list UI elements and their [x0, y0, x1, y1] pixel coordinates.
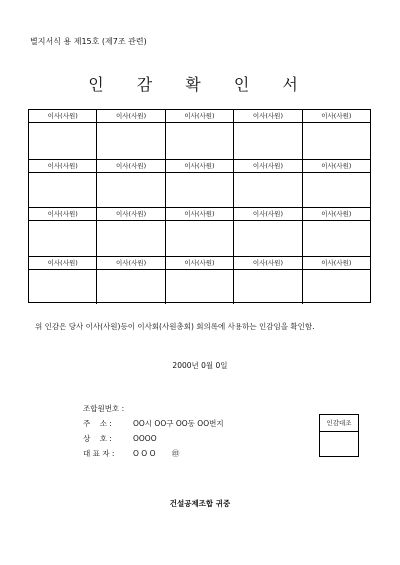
document-title: 인 감 확 인 서 [88, 75, 312, 94]
seal-cell-label: 이사(사원) [97, 257, 164, 270]
seal-area [234, 221, 301, 256]
seal-comparison-label: 인감대조 [320, 415, 358, 432]
seal-cell [165, 257, 233, 305]
seal-cell [302, 160, 370, 208]
seal-area [97, 221, 164, 256]
address-value: OO시 OO구 OO동 OO번지 [133, 419, 224, 428]
seal-cell [302, 257, 370, 305]
seal-area [97, 270, 164, 305]
seal-cell-label: 이사(사원) [29, 208, 96, 221]
seal-cell [96, 160, 164, 208]
applicant-info [83, 401, 224, 461]
seal-cell [96, 208, 164, 256]
seal-cell [96, 110, 164, 159]
address-line [83, 416, 224, 431]
seal-grid-row [29, 159, 370, 208]
seal-cell-label: 이사(사원) [303, 110, 370, 123]
seal-grid-row [29, 207, 370, 256]
recipient: 건설공제조합 귀중 [169, 499, 231, 508]
seal-area [166, 221, 233, 256]
seal-grid-row [29, 110, 370, 159]
seal-cell-label: 이사(사원) [234, 208, 301, 221]
seal-cell [233, 110, 301, 159]
seal-area [234, 173, 301, 208]
seal-cell-label: 이사(사원) [166, 110, 233, 123]
seal-cell [233, 160, 301, 208]
seal-cell [29, 208, 96, 256]
seal-cell-label: 이사(사원) [303, 257, 370, 270]
seal-area [234, 270, 301, 305]
seal-comparison-box [319, 414, 359, 457]
seal-cell-label: 이사(사원) [166, 257, 233, 270]
seal-area [97, 123, 164, 159]
document-date: 2000년 0월 0일 [172, 361, 228, 370]
confirmation-statement: 위 인감은 당사 이사(사원)등이 이사회(사원총회) 회의록에 사용하는 인감임을 확인함. [35, 322, 315, 331]
seal-area [29, 270, 96, 305]
seal-cell [233, 257, 301, 305]
seal-cell-label: 이사(사원) [234, 110, 301, 123]
seal-cell-label: 이사(사원) [29, 160, 96, 173]
seal-cell [165, 110, 233, 159]
seal-cell [165, 160, 233, 208]
seal-cell [29, 110, 96, 159]
seal-area [234, 123, 301, 159]
seal-cell-label: 이사(사원) [303, 208, 370, 221]
seal-area [166, 270, 233, 305]
seal-cell-label: 이사(사원) [97, 208, 164, 221]
seal-cell [29, 257, 96, 305]
seal-cell [302, 208, 370, 256]
seal-area [303, 123, 370, 159]
seal-cell-label: 이사(사원) [97, 110, 164, 123]
seal-area [303, 173, 370, 208]
company-value: OOOO [133, 434, 157, 443]
seal-cell-label: 이사(사원) [166, 160, 233, 173]
seal-cell-label: 이사(사원) [97, 160, 164, 173]
seal-cell [302, 110, 370, 159]
representative-label: 대 표 자 : [83, 449, 115, 458]
seal-grid [28, 109, 371, 303]
seal-area [29, 123, 96, 159]
seal-area [166, 123, 233, 159]
company-label: 상 호 : [83, 434, 112, 443]
seal-mark: ㊞ [171, 449, 180, 458]
seal-grid-row [29, 256, 370, 305]
seal-area [166, 173, 233, 208]
seal-area [303, 270, 370, 305]
seal-cell-label: 이사(사원) [303, 160, 370, 173]
representative-value: O O O [133, 449, 156, 458]
seal-area [97, 173, 164, 208]
representative-line [83, 446, 224, 461]
seal-cell [29, 160, 96, 208]
address-label: 주 소 : [83, 419, 112, 428]
seal-cell-label: 이사(사원) [234, 160, 301, 173]
seal-cell-label: 이사(사원) [29, 257, 96, 270]
seal-area [29, 221, 96, 256]
seal-cell [96, 257, 164, 305]
form-reference: 별지서식 용 제15호 (제7조 관련) [30, 37, 147, 46]
seal-area [303, 221, 370, 256]
member-number-line [83, 401, 224, 416]
seal-cell [165, 208, 233, 256]
company-line [83, 431, 224, 446]
seal-cell-label: 이사(사원) [29, 110, 96, 123]
seal-cell-label: 이사(사원) [166, 208, 233, 221]
member-number-label: 조합원번호 : [83, 404, 125, 413]
seal-cell [233, 208, 301, 256]
seal-cell-label: 이사(사원) [234, 257, 301, 270]
seal-area [29, 173, 96, 208]
